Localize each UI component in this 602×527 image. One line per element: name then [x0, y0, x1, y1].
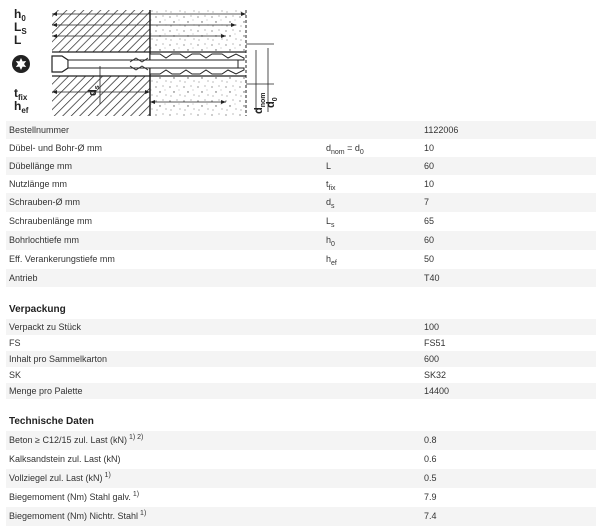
fixture-hatch-top [52, 10, 150, 52]
spec-symbol: $h_{ef}$ [326, 254, 337, 267]
packaging-row-pallet: Menge pro Palette 14400 [6, 383, 596, 399]
anchor-technical-drawing [0, 0, 280, 118]
spec-row-order-number: Bestellnummer 1122006 [6, 121, 596, 139]
packaging-row-per-piece: Verpackt zu Stück 100 [6, 319, 596, 335]
spec-row-screw-length: Schraubenlänge mm $L_s$ 65 [6, 212, 596, 231]
label-h0: $h_0$ [14, 7, 26, 23]
section-packaging [6, 287, 596, 319]
label-tfix: $t_{fix}$ [14, 86, 28, 102]
spec-row-dowel-length: Dübellänge mm L 60 [6, 157, 596, 175]
spec-row-drive: Antrieb T40 [6, 269, 596, 287]
spec-row-usable-length: Nutzlänge mm $t_{fix}$ 10 [6, 175, 596, 193]
technical-row-bending-stainless: Biegemoment (Nm) Nichtr. Stahl $^{1)}$ 7.4 [6, 507, 596, 526]
spec-row-hole-depth: Bohrlochtiefe mm $h_0$ 60 [6, 231, 596, 250]
technical-row-bending-galv: Biegemoment (Nm) Stahl galv. $^{1)}$ 7.9 [9, 491, 437, 502]
torx-star-icon [12, 55, 30, 73]
spec-row-diameter: Dübel- und Bohr-Ø mm $d_{nom} = d_0$ 10 [6, 139, 596, 157]
packaging-row-carton: Inhalt pro Sammelkarton 600 [6, 351, 596, 367]
spec-symbol: $d_s$ [326, 197, 335, 210]
label-l: L [14, 33, 22, 47]
label-hef: $h_{ef}$ [14, 99, 29, 115]
label-dnom: $d_{nom}$ [253, 92, 267, 114]
packaging-row-fs: FS FS51 [9, 338, 446, 348]
spec-table [6, 121, 596, 526]
spec-symbol: $h_0$ [326, 235, 335, 248]
spec-symbol: L [326, 161, 332, 171]
label-d0: $d_0$ [265, 97, 279, 108]
fixture-hatch-bottom [52, 76, 150, 116]
spec-row-anchorage-depth: Eff. Verankerungstiefe mm $h_{ef}$ 50 [6, 250, 596, 269]
technical-row-sand-lime: Kalksandstein zul. Last (kN) 0.6 [9, 454, 437, 464]
substrate-bottom [150, 76, 246, 116]
section-technical-data [6, 399, 596, 431]
spec-symbol: $L_s$ [326, 216, 335, 229]
spec-row-screw-diameter: Schrauben-Ø mm $d_s$ 7 [6, 193, 596, 212]
spec-symbol: $t_{fix}$ [326, 179, 336, 192]
label-ls: $L_S$ [14, 20, 27, 36]
label-ds: $d_s$ [87, 85, 101, 96]
section-title-packaging: Verpackung [9, 304, 66, 315]
technical-row-solid-brick: Vollziegel zul. Last (kN) $^{1)}$ 0.5 [6, 469, 596, 488]
screw-head [52, 56, 68, 72]
packaging-row-sk: SK SK32 [9, 370, 447, 380]
substrate-top [150, 10, 246, 52]
screw-shaft [68, 60, 238, 68]
spec-symbol: $d_{nom} = d_0$ [326, 143, 364, 156]
section-title-technical: Technische Daten [9, 416, 94, 427]
anchor-cross-section-svg [0, 0, 280, 118]
technical-row-concrete: Beton ≥ C12/15 zul. Last (kN) $^{1) 2)}$ 0.8 [6, 431, 596, 450]
